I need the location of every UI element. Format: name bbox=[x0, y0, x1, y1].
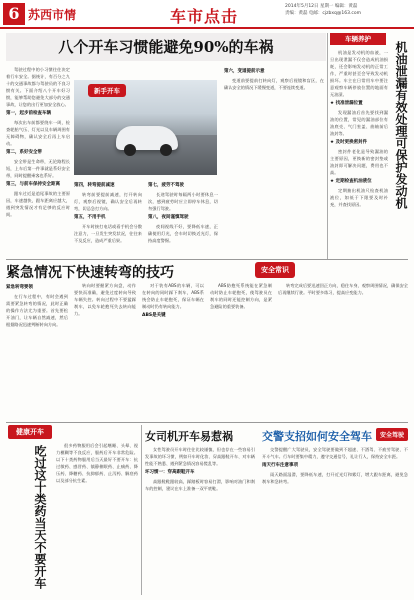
health-para: 很多药物服用后会引起嗜睡、头晕、视力模糊等不良反应，服药后开车非常危险。以下十类药物服用后当天最好不要开车：抗过敏药、感冒药、镇静催眠药、止痛药、降压药、降糖药、抗抑郁药、止泻药、解痉药以及部分抗生素。 bbox=[56, 443, 138, 483]
maintenance-title: 机油泄漏有效处理可保护发动机 bbox=[394, 41, 408, 209]
editor-line: 责编：黄磊 电邮：cjzbxq@163.com bbox=[285, 11, 362, 16]
article4-para: 女性驾驶员开车时往往比较谨慎，但也存在一些容易引发事故的坏习惯，例如开车时化妆、穿高跟鞋开车、对车辆性能不熟悉、遇到紧急情况容易慌乱等。 bbox=[145, 447, 255, 466]
article1-col2 bbox=[74, 180, 142, 256]
article4-body bbox=[145, 446, 255, 594]
article1-headline: 八个开车习惯能避免90%的车祸 bbox=[6, 33, 326, 61]
maintenance-para: 机油是发动机的血液，一旦出现泄漏不仅会造成机油损耗，还会影响发动机的正常工作，严重时甚至会导致发动机损坏。车主在日常用车中要注意观察车辆停放位置的地面有无油渍。 bbox=[330, 50, 388, 97]
article1-para: 转弯前要提前减速，打开转向灯，观察后视镜，确认安全后再转弯，切忌急打方向。 bbox=[74, 192, 142, 211]
article2-para: 对于装有ABS的车辆，可以在转向的同时踩下刹车，ABS系统会防止车轮抱死，保证车辆在制动时仍有转向能力。 bbox=[142, 283, 204, 309]
article4-headline: 女司机开车易惹祸 bbox=[145, 430, 233, 443]
article2-subhead: ABS是关键 bbox=[142, 313, 166, 318]
maintenance-para: 密封件老化是导致漏油的主要原因，更换新的密封垫或油封即可解决问题，费用也不高。 bbox=[330, 149, 388, 175]
page-number: 6 bbox=[3, 3, 25, 25]
section-divider bbox=[6, 422, 408, 423]
maintenance-subhead: ★ 及时更换密封件 bbox=[330, 140, 368, 145]
health-body bbox=[56, 442, 138, 594]
date-line: 2014年5月12日 星期一 编辑：黄磊 bbox=[285, 4, 358, 9]
article1-para: 变道前要提前打转向灯，观察后视镜和盲区，在确认安全的情况下缓慢变道，不要连续变道。 bbox=[224, 78, 324, 90]
column-divider bbox=[141, 425, 142, 595]
article1-col3 bbox=[148, 180, 218, 256]
article1-para: 夜间视线不好，要降低车速，正确使用灯光，会车时切换近光灯，保持高度警惕。 bbox=[148, 224, 218, 243]
article2-tag: 安全常识 bbox=[255, 262, 295, 278]
article1-subhead: 第二，系好安全带 bbox=[6, 150, 42, 155]
health-label: 健康开车 bbox=[8, 425, 52, 439]
maintenance-para: 发现漏油后首先要找到漏油的位置，常见的漏油部位有油底壳、气门室盖、曲轴前后油封等。 bbox=[330, 110, 388, 136]
article1-subhead: 第五，不用手机 bbox=[74, 215, 106, 220]
article1-subhead: 第三，与前车保持安全距离 bbox=[6, 182, 60, 187]
car-wheel bbox=[124, 144, 136, 156]
article2-col2 bbox=[74, 282, 136, 420]
article5-headline: 交警支招如何安全驾车 bbox=[262, 430, 372, 443]
article5-para: 雨天路面湿滑，要降低车速，打开近光灯和雾灯，增大跟车距离，避免急刹车和急转弯。 bbox=[262, 472, 408, 484]
article2-col1 bbox=[6, 282, 68, 420]
maintenance-body bbox=[330, 49, 388, 259]
column-divider bbox=[327, 33, 328, 259]
maintenance-subhead: ★ 定期检查机油液位 bbox=[330, 179, 372, 184]
health-title: 吃过这十类药当天不要开车 bbox=[33, 445, 47, 589]
article4-subhead: 坏习惯一：穿高跟鞋开车 bbox=[145, 470, 195, 475]
article4-para: 高跟鞋鞋跟较高，踩踏板时容易打滑，影响对油门和刹车的控制，建议在车上准备一双平底鞋。 bbox=[145, 479, 255, 491]
article2-col3 bbox=[142, 282, 204, 420]
section-tag: 苏西市情 bbox=[28, 8, 77, 22]
article2-para: ABS防抱死系统能在紧急制动时防止车轮抱死，使驾驶员在刹车的同时还能控制方向，是紧急避险的重要装备。 bbox=[210, 283, 272, 309]
article5-body bbox=[262, 446, 408, 594]
article1-col1 bbox=[6, 66, 70, 256]
article1-subhead: 第六，变道提前示意 bbox=[224, 69, 265, 74]
article1-para: 跟车过近是追尾事故的主要原因，车速越快，跟车距离应越大，遇到突发情况才有足够的反应时间。 bbox=[6, 191, 70, 217]
article1-subhead: 第八，夜间谨慎驾驶 bbox=[148, 215, 189, 220]
article1-para: 驾驶过程中的小习惯往往决定着行车安全。据统计，有百分之九十的交通事故都与驾驶员的不良习惯有关。下面介绍八个开车好习惯，能够帮助您避免大部分的交通事故，让您的出行更加安全放心。 bbox=[6, 67, 70, 107]
section-title: 车市点击 bbox=[170, 7, 239, 26]
article2-para: 在行车过程中，有时会遇到需要紧急转弯的情况，此时正确的操作方法尤为重要。首先要松开油门，让车辆自然减速，然后根据路况迅速判断转向方向。 bbox=[6, 294, 68, 327]
article1-subhead: 第七，疲劳不驾驶 bbox=[148, 183, 184, 188]
article1-para: 开车时接打电话或看手机会分散注意力，一旦发生突发状况，往往来不及反应，造成严重后果。 bbox=[74, 224, 142, 243]
article1-para: 安全带是生命带，无论路程长短，上车后第一件事就是系好安全带，同时提醒乘客也系好。 bbox=[6, 159, 70, 178]
maintenance-banner: 车辆养护 bbox=[330, 33, 386, 45]
article1-para: 长途驾驶时每隔两小时要休息一次，感到疲劳时应立即停车休息，切勿强行驾驶。 bbox=[148, 192, 218, 211]
photo-label: 新手开车 bbox=[88, 84, 126, 97]
car-wheel bbox=[160, 144, 172, 156]
article2-col5 bbox=[278, 282, 408, 420]
date-meta bbox=[285, 3, 410, 17]
section-divider bbox=[6, 259, 408, 260]
article2-subhead: 紧急转弯要领 bbox=[6, 285, 33, 290]
article1-col4 bbox=[224, 66, 324, 256]
article5-subhead: 雨天行车注意事项 bbox=[262, 463, 298, 468]
article1-subhead: 第一，起步前检查车辆 bbox=[6, 111, 51, 116]
header-rule bbox=[0, 27, 414, 29]
maintenance-para: 定期抽出机油尺检查机油液位，如低于下限要及时补充，并查找原因。 bbox=[330, 188, 388, 207]
article2-col4 bbox=[210, 282, 272, 420]
article2-para: 转弯完成后要迅速回正方向，稳住车身，观察周围情况，确保安全后再继续行驶。平时要多练习，提高应变能力。 bbox=[278, 283, 408, 295]
masthead bbox=[0, 0, 414, 30]
article5-tag: 安全驾驶 bbox=[376, 428, 408, 441]
article2-para: 转向时要握紧方向盘，动作要快而准确，避免过度转向导致车辆失控。转向过程中不要猛踩刹车，以免车轮抱死失去转向能力。 bbox=[74, 283, 136, 316]
article5-para: 交警提醒广大驾驶员，安全驾驶要做到不超速、不酒驾、不疲劳驾驶、不开斗气车。行车时要集中精力，遵守交通信号，礼让行人，保持安全车距。 bbox=[262, 447, 408, 459]
article1-para: 每次出车前都要绕车一周，检查轮胎气压、灯光以及车辆周围有无障碍物，确认安全后再上车启动。 bbox=[6, 120, 70, 146]
maintenance-article bbox=[330, 33, 410, 261]
maintenance-subhead: ★ 找准泄漏位置 bbox=[330, 101, 363, 106]
article2-headline: 紧急情况下快速转弯的技巧 bbox=[6, 265, 174, 281]
article1-subhead: 第四，转弯提前减速 bbox=[74, 183, 115, 188]
